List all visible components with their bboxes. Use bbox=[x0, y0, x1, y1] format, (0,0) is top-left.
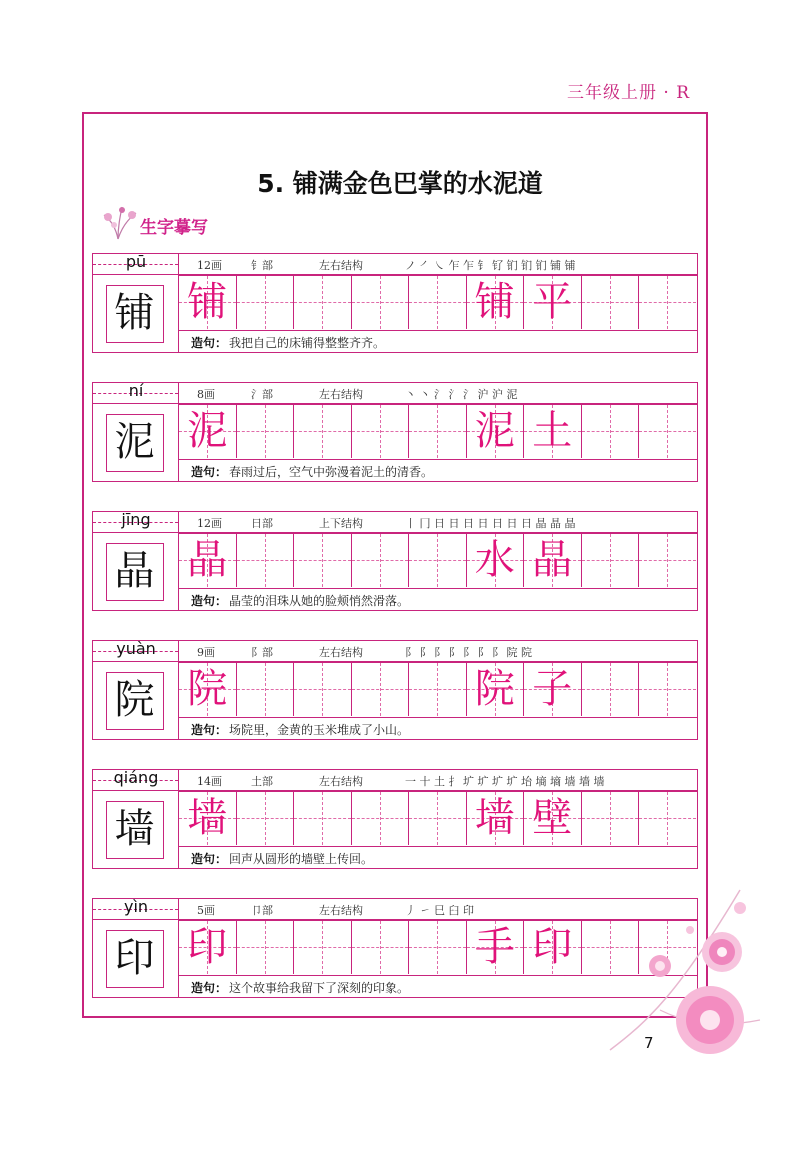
sentence-text: 这个故事给我留下了深刻的印象。 bbox=[229, 981, 410, 995]
practice-cell[interactable] bbox=[581, 534, 639, 587]
practice-cell[interactable] bbox=[638, 405, 696, 458]
practice-grid bbox=[178, 662, 698, 718]
sentence-row bbox=[178, 847, 698, 869]
practice-cell[interactable] bbox=[293, 276, 351, 329]
word-cell[interactable] bbox=[523, 792, 581, 845]
stroke-count: 9画 bbox=[197, 646, 215, 659]
sentence-row bbox=[178, 718, 698, 740]
info-row bbox=[92, 382, 698, 404]
pinyin-cell bbox=[93, 383, 179, 405]
structure: 左右结构 bbox=[319, 775, 363, 788]
trace-cell[interactable] bbox=[178, 276, 236, 329]
word-cell[interactable] bbox=[523, 276, 581, 329]
sentence-label: 造句： bbox=[191, 594, 228, 608]
character-row bbox=[92, 253, 698, 365]
sentence-text: 我把自己的床铺得整整齐齐。 bbox=[229, 336, 386, 350]
trace-character: 泥 bbox=[474, 408, 515, 454]
practice-cell[interactable] bbox=[638, 663, 696, 716]
sentence-text: 回声从圆形的墙壁上传回。 bbox=[229, 852, 374, 866]
character-row bbox=[92, 511, 698, 623]
pinyin: jīng bbox=[121, 510, 151, 529]
trace-character: 铺 bbox=[187, 279, 228, 325]
practice-cell[interactable] bbox=[408, 276, 466, 329]
trace-character: 土 bbox=[532, 408, 573, 454]
model-character: 泥 bbox=[114, 419, 155, 465]
practice-cell[interactable] bbox=[638, 792, 696, 845]
pinyin: qiáng bbox=[113, 768, 159, 787]
practice-cell[interactable] bbox=[236, 534, 294, 587]
radical: 阝部 bbox=[251, 646, 273, 659]
word-cell[interactable] bbox=[466, 276, 524, 329]
trace-cell[interactable] bbox=[178, 405, 236, 458]
practice-cell[interactable] bbox=[638, 276, 696, 329]
model-cell bbox=[106, 801, 164, 859]
trace-character: 院 bbox=[474, 666, 515, 712]
practice-cell[interactable] bbox=[351, 792, 409, 845]
practice-cell[interactable] bbox=[408, 663, 466, 716]
practice-cell[interactable] bbox=[236, 276, 294, 329]
structure: 上下结构 bbox=[319, 517, 363, 530]
practice-cell[interactable] bbox=[638, 534, 696, 587]
model-cell bbox=[106, 285, 164, 343]
model-cell bbox=[106, 414, 164, 472]
word-cell[interactable] bbox=[466, 663, 524, 716]
practice-cell[interactable] bbox=[236, 792, 294, 845]
stroke-order: 一 十 土 扌 圹 圹 圹 圹 坮 墒 墒 墙 墙 墙 bbox=[405, 775, 605, 788]
pinyin-cell bbox=[93, 899, 179, 921]
practice-cell[interactable] bbox=[293, 405, 351, 458]
orchid-icon bbox=[98, 205, 142, 241]
structure: 左右结构 bbox=[319, 259, 363, 272]
practice-cell[interactable] bbox=[581, 405, 639, 458]
trace-cell[interactable] bbox=[178, 663, 236, 716]
stroke-order: ノ ㇒ ㇏ 乍 乍 钅 钌 钔 钔 钔 铺 铺 bbox=[405, 259, 576, 272]
practice-cell[interactable] bbox=[408, 405, 466, 458]
radical: 钅部 bbox=[251, 259, 273, 272]
trace-character: 壁 bbox=[532, 795, 573, 841]
practice-cell[interactable] bbox=[408, 534, 466, 587]
trace-cell[interactable] bbox=[178, 534, 236, 587]
radical: 土部 bbox=[251, 775, 273, 788]
practice-cell[interactable] bbox=[351, 663, 409, 716]
word-cell[interactable] bbox=[523, 663, 581, 716]
flower-decoration bbox=[590, 870, 770, 1070]
model-character: 印 bbox=[114, 935, 155, 981]
info-row bbox=[92, 253, 698, 275]
stroke-order: 阝 阝 阝 阝 阝 阝 阝 院 院 bbox=[405, 646, 532, 659]
sentence-text: 晶莹的泪珠从她的脸颊悄然滑落。 bbox=[229, 594, 410, 608]
practice-grid bbox=[178, 791, 698, 847]
trace-character: 墙 bbox=[474, 795, 515, 841]
model-cell bbox=[106, 672, 164, 730]
stroke-count: 5画 bbox=[197, 904, 215, 917]
pinyin: pū bbox=[125, 252, 147, 271]
practice-grid bbox=[178, 533, 698, 589]
character-row bbox=[92, 640, 698, 752]
stroke-count: 14画 bbox=[197, 775, 222, 788]
trace-character: 铺 bbox=[474, 279, 515, 325]
trace-character: 泥 bbox=[187, 408, 228, 454]
trace-character: 印 bbox=[532, 924, 573, 970]
grade-label: 三年级上册 · R bbox=[566, 83, 690, 103]
word-cell[interactable] bbox=[523, 534, 581, 587]
stroke-order: 丨 冂 日 日 日 日 日 日 日 晶 晶 晶 bbox=[405, 517, 576, 530]
practice-cell[interactable] bbox=[408, 921, 466, 974]
practice-cell[interactable] bbox=[236, 663, 294, 716]
practice-cell[interactable] bbox=[581, 663, 639, 716]
practice-cell[interactable] bbox=[581, 276, 639, 329]
sentence-label: 造句： bbox=[191, 981, 228, 995]
sentence-text: 场院里，金黄的玉米堆成了小山。 bbox=[229, 723, 410, 737]
trace-character: 平 bbox=[532, 279, 573, 325]
page-number: 7 bbox=[644, 1034, 654, 1052]
trace-character: 手 bbox=[474, 924, 515, 970]
practice-cell[interactable] bbox=[351, 534, 409, 587]
trace-character: 晶 bbox=[532, 537, 573, 583]
pinyin: yìn bbox=[123, 897, 149, 916]
word-cell[interactable] bbox=[523, 405, 581, 458]
model-character: 晶 bbox=[114, 548, 155, 594]
stroke-count: 12画 bbox=[197, 259, 222, 272]
model-character: 铺 bbox=[114, 290, 155, 336]
section-label: 生字摹写 bbox=[140, 218, 208, 238]
pinyin-cell bbox=[93, 641, 179, 663]
sentence-row bbox=[178, 460, 698, 482]
section-header bbox=[98, 205, 258, 241]
pinyin: ní bbox=[128, 381, 144, 400]
trace-character: 晶 bbox=[187, 537, 228, 583]
practice-cell[interactable] bbox=[351, 405, 409, 458]
stroke-count: 8画 bbox=[197, 388, 215, 401]
sentence-row bbox=[178, 589, 698, 611]
sentence-row bbox=[178, 331, 698, 353]
character-row bbox=[92, 382, 698, 494]
practice-cell[interactable] bbox=[351, 921, 409, 974]
practice-cell[interactable] bbox=[408, 792, 466, 845]
lesson-title: 5. 铺满金色巴掌的水泥道 bbox=[257, 169, 543, 198]
model-cell bbox=[106, 543, 164, 601]
trace-character: 子 bbox=[532, 666, 573, 712]
practice-cell[interactable] bbox=[293, 921, 351, 974]
pinyin-cell bbox=[93, 770, 179, 792]
sentence-text: 春雨过后，空气中弥漫着泥土的清香。 bbox=[229, 465, 434, 479]
structure: 左右结构 bbox=[319, 904, 363, 917]
trace-character: 墙 bbox=[187, 795, 228, 841]
practice-cell[interactable] bbox=[293, 663, 351, 716]
sentence-label: 造句： bbox=[191, 852, 228, 866]
radical: 氵部 bbox=[251, 388, 273, 401]
info-row bbox=[92, 511, 698, 533]
stroke-order: 丶 丶 氵 氵 氵 沪 沪 泥 bbox=[405, 388, 518, 401]
sentence-label: 造句： bbox=[191, 336, 228, 350]
trace-character: 水 bbox=[474, 537, 515, 583]
trace-character: 院 bbox=[187, 666, 228, 712]
practice-grid bbox=[178, 404, 698, 460]
word-cell[interactable] bbox=[466, 792, 524, 845]
sentence-label: 造句： bbox=[191, 723, 228, 737]
word-cell[interactable] bbox=[466, 405, 524, 458]
radical: 日部 bbox=[251, 517, 273, 530]
word-cell[interactable] bbox=[466, 921, 524, 974]
stroke-order: 丿 ㇀ 巳 臼 印 bbox=[405, 904, 474, 917]
model-character: 院 bbox=[114, 677, 155, 723]
model-cell bbox=[106, 930, 164, 988]
info-row bbox=[92, 769, 698, 791]
pinyin: yuàn bbox=[116, 639, 156, 658]
practice-cell[interactable] bbox=[293, 534, 351, 587]
info-row bbox=[92, 640, 698, 662]
structure: 左右结构 bbox=[319, 646, 363, 659]
word-cell[interactable] bbox=[466, 534, 524, 587]
radical: 卩部 bbox=[251, 904, 273, 917]
practice-grid bbox=[178, 275, 698, 331]
pinyin-cell bbox=[93, 254, 179, 276]
trace-cell[interactable] bbox=[178, 921, 236, 974]
practice-cell[interactable] bbox=[581, 792, 639, 845]
stroke-count: 12画 bbox=[197, 517, 222, 530]
practice-cell[interactable] bbox=[293, 792, 351, 845]
structure: 左右结构 bbox=[319, 388, 363, 401]
practice-cell[interactable] bbox=[236, 921, 294, 974]
practice-cell[interactable] bbox=[351, 276, 409, 329]
model-character: 墙 bbox=[114, 806, 155, 852]
trace-character: 印 bbox=[187, 924, 228, 970]
sentence-label: 造句： bbox=[191, 465, 228, 479]
pinyin-cell bbox=[93, 512, 179, 534]
word-cell[interactable] bbox=[523, 921, 581, 974]
practice-cell[interactable] bbox=[236, 405, 294, 458]
character-row bbox=[92, 769, 698, 881]
trace-cell[interactable] bbox=[178, 792, 236, 845]
